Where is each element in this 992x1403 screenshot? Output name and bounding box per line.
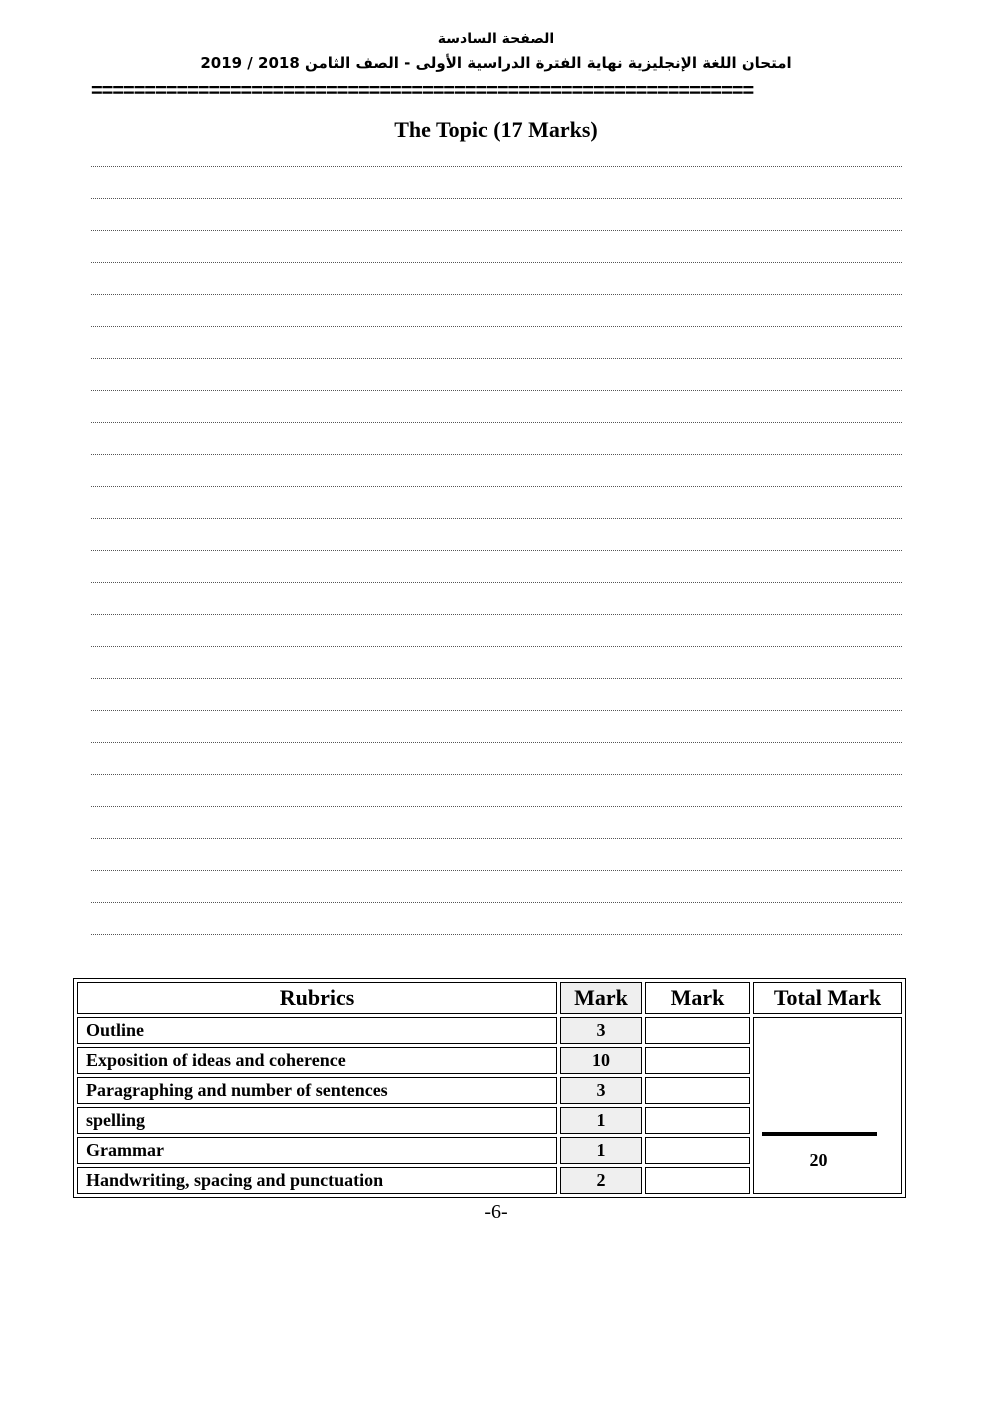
total-divider — [762, 1132, 877, 1136]
table-header-row — [77, 982, 902, 1014]
rubric-max-mark: 10 — [560, 1047, 642, 1074]
rubric-score-cell[interactable] — [645, 1017, 750, 1044]
writing-line[interactable] — [91, 198, 902, 199]
rubric-score-cell[interactable] — [645, 1107, 750, 1134]
rubric-score-cell[interactable] — [645, 1137, 750, 1164]
writing-line[interactable] — [91, 742, 902, 743]
rubric-score-cell[interactable] — [645, 1077, 750, 1104]
total-mark-value: 20 — [809, 1150, 828, 1170]
header-mark: Mark — [560, 982, 642, 1014]
writing-line[interactable] — [91, 774, 902, 775]
writing-line[interactable] — [91, 614, 902, 615]
header-mark-score: Mark — [645, 982, 750, 1014]
writing-line[interactable] — [91, 454, 902, 455]
rubric-max-mark: 3 — [560, 1077, 642, 1104]
writing-line[interactable] — [91, 646, 902, 647]
exam-title: امتحان اللغة الإنجليزية نهاية الفترة الدراسية الأولى - الصف الثامن 2018 / 2019 — [200, 54, 792, 72]
page-number: -6- — [484, 1201, 508, 1223]
writing-line[interactable] — [91, 710, 902, 711]
rubric-label: Paragraphing and number of sentences — [77, 1077, 557, 1104]
writing-line[interactable] — [91, 934, 902, 935]
rubric-label: spelling — [77, 1107, 557, 1134]
table-row — [77, 1017, 902, 1044]
writing-line[interactable] — [91, 294, 902, 295]
writing-line[interactable] — [91, 230, 902, 231]
rubric-label: Exposition of ideas and coherence — [77, 1047, 557, 1074]
rubric-label: Handwriting, spacing and punctuation — [77, 1167, 557, 1194]
rubric-max-mark: 3 — [560, 1017, 642, 1044]
writing-line[interactable] — [91, 582, 902, 583]
writing-line[interactable] — [91, 806, 902, 807]
writing-line[interactable] — [91, 518, 902, 519]
rubric-max-mark: 2 — [560, 1167, 642, 1194]
rubric-label: Grammar — [77, 1137, 557, 1164]
header-separator: ============================================================== — [91, 80, 754, 102]
header-total-mark: Total Mark — [753, 982, 902, 1014]
writing-line[interactable] — [91, 390, 902, 391]
rubrics-table — [73, 978, 906, 1198]
writing-line[interactable] — [91, 358, 902, 359]
writing-line[interactable] — [91, 902, 902, 903]
rubric-max-mark: 1 — [560, 1137, 642, 1164]
rubric-label: Outline — [77, 1017, 557, 1044]
writing-line[interactable] — [91, 486, 902, 487]
page-label: الصفحة السادسة — [437, 31, 555, 47]
writing-line[interactable] — [91, 262, 902, 263]
rubric-score-cell[interactable] — [645, 1167, 750, 1194]
writing-line[interactable] — [91, 166, 902, 167]
writing-line[interactable] — [91, 422, 902, 423]
writing-line[interactable] — [91, 326, 902, 327]
writing-line[interactable] — [91, 550, 902, 551]
writing-line[interactable] — [91, 870, 902, 871]
rubric-score-cell[interactable] — [645, 1047, 750, 1074]
writing-line[interactable] — [91, 678, 902, 679]
header-rubrics: Rubrics — [77, 982, 557, 1014]
topic-title: The Topic (17 Marks) — [394, 117, 598, 142]
rubric-max-mark: 1 — [560, 1107, 642, 1134]
writing-line[interactable] — [91, 838, 902, 839]
total-mark-cell — [753, 1017, 902, 1194]
